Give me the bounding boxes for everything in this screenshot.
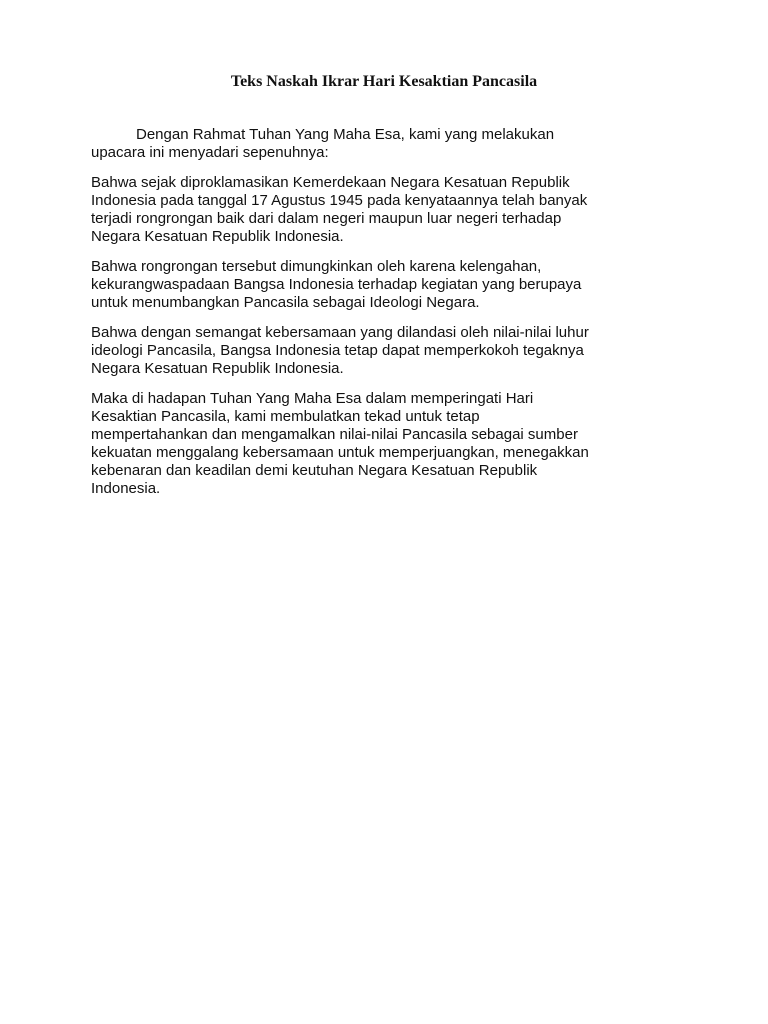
paragraph-kebersamaan: Bahwa dengan semangat kebersamaan yang dilandasi oleh nilai-nilai luhur ideologi Pancasila, Bangsa Indonesia tetap dapat memperkokoh tegaknya Negara Kesatuan Republik Indonesia. (91, 324, 589, 377)
document-body (91, 126, 691, 510)
paragraph-rongrongan: Bahwa rongrongan tersebut dimungkinkan oleh karena kelengahan, kekurangwaspadaan Bangsa Indonesia terhadap kegiatan yang berupaya untuk menumbangkan Pancasila sebagai Ideologi Negara. (91, 258, 582, 311)
paragraph-proclamation: Bahwa sejak diproklamasikan Kemerdekaan Negara Kesatuan Republik Indonesia pada tanggal 17 Agustus 1945 pada kenyataannya telah banyak terjadi rongrongan baik dari dalam negeri maupun luar negeri terhadap Negara Kesatuan Republik Indonesia. (91, 174, 588, 245)
paragraph-opening: Dengan Rahmat Tuhan Yang Maha Esa, kami yang melakukan upacara ini menyadari sepenuhnya: (91, 126, 555, 161)
document-title: Teks Naskah Ikrar Hari Kesaktian Pancasila (230, 73, 538, 90)
paragraph-pledge: Maka di hadapan Tuhan Yang Maha Esa dalam memperingati Hari Kesaktian Pancasila, kami membulatkan tekad untuk tetap mempertahankan dan mengamalkan nilai-nilai Pancasila sebagai sumber kekuatan menggalang kebersamaan untuk memperjuangkan, menegakkan kebenaran dan keadilan demi keutuhan Negara Kesatuan Republik Indonesia. (91, 390, 589, 497)
